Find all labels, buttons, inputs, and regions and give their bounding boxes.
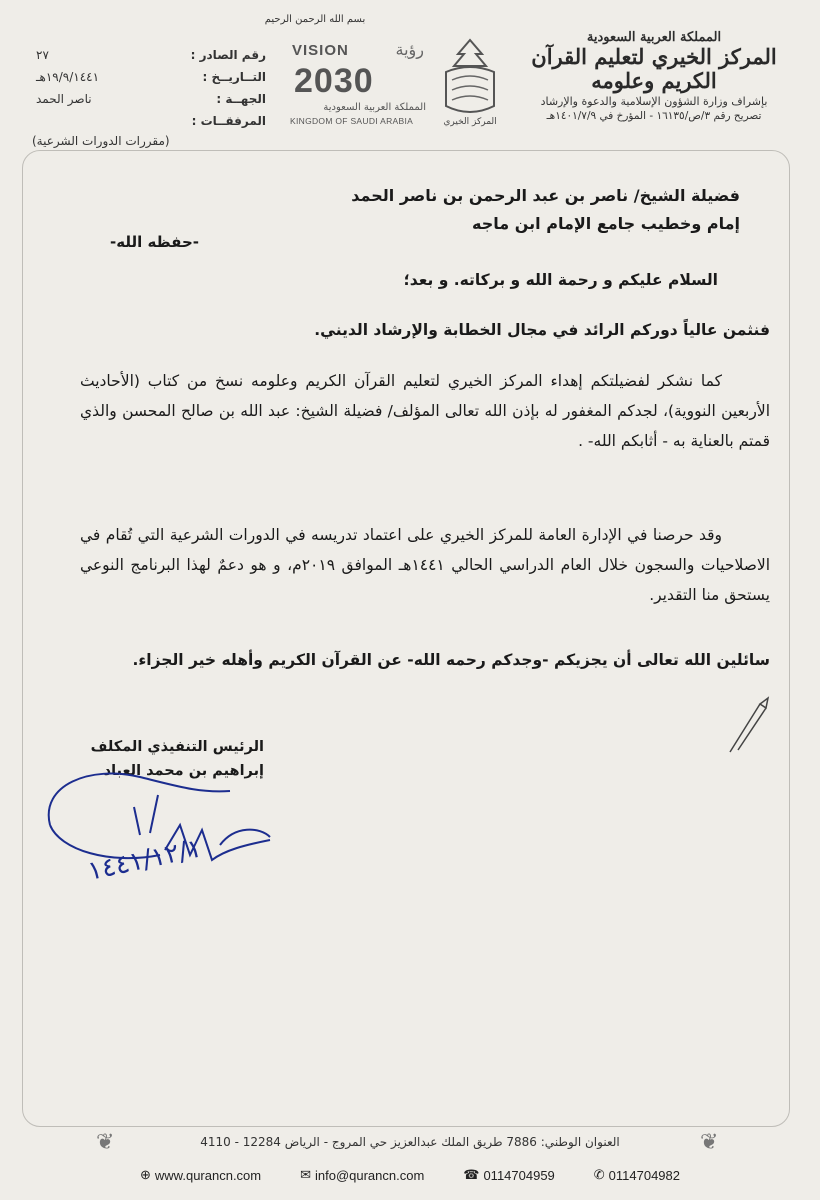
addressee-line2: إمام وخطيب جامع الإمام ابن ماجه	[472, 214, 740, 233]
paragraph-adoption: وقد حرصنا في الإدارة العامة للمركز الخيري على اعتماد تدريسه في الدورات الشرعية التي تُقام في الاصلاحيات والسجون خلال العام الدراسي الحالي ١٤٤١هـ الموافق ٢٠١٩م، و هو دعمٌ لهذا البرنامج النوعي يستحق منا التقدير.	[80, 526, 770, 604]
vision-kingdom-en: KINGDOM OF SAUDI ARABIA	[290, 116, 414, 126]
email-contact[interactable]	[300, 1167, 424, 1183]
ref-date-value: ١٩/٩/١٤٤١هـ	[36, 70, 100, 84]
pen-mark	[720, 690, 780, 760]
ref-number-row	[36, 44, 266, 66]
vision-ar: رؤية	[395, 40, 424, 59]
letter-frame	[22, 150, 790, 1127]
basmala: بسم الله الرحمن الرحيم	[264, 14, 366, 25]
fax-contact[interactable]	[594, 1167, 680, 1183]
ref-attachments-row	[36, 110, 266, 132]
globe-icon: ⊕	[140, 1167, 151, 1182]
ref-party-row	[36, 88, 266, 110]
paragraph-appreciation: فنثمن عالياً دوركم الرائد في مجال الخطابة والإرشاد الديني.	[314, 321, 770, 339]
attachments-value: (مقررات الدورات الشرعية)	[32, 134, 170, 148]
ref-attachments-label: المرفقــات :	[191, 114, 266, 128]
ref-party-value: ناصر الحمد	[36, 92, 92, 106]
footer-ornament-right: ❦	[700, 1130, 719, 1155]
vision-kingdom-ar: المملكة العربية السعودية	[323, 102, 426, 113]
sender-title: الرئيس التنفيذي المكلف	[90, 739, 264, 755]
vision-2030-logo	[290, 40, 428, 130]
addressee-line1: فضيلة الشيخ/ ناصر بن عبد الرحمن بن ناصر الحمد	[351, 186, 740, 205]
fax-icon: ✆	[593, 1167, 605, 1182]
addressee-block	[40, 182, 740, 238]
ref-party-label: الجهــة :	[216, 92, 266, 106]
phone1-text: 0114704959	[483, 1167, 555, 1183]
ref-date-row	[36, 66, 266, 88]
issuer-license: تصريح رقم ٣/ص/١٦١٣٥ - المؤرخ في ١٤٠١/٧/٩هـ	[546, 110, 762, 123]
phone-icon: ☎	[463, 1167, 480, 1182]
svg-text:المركز الخيري: المركز الخيري	[443, 117, 497, 127]
issuer-supervision: بإشراف وزارة الشؤون الإسلامية والدعوة والإرشاد	[540, 95, 768, 109]
phone-contact[interactable]	[463, 1167, 555, 1183]
website-text: www.qurancn.com	[154, 1167, 262, 1183]
issuer-name: المركز الخيري لتعليم القرآن الكريم وعلومه	[531, 44, 777, 94]
greeting: السلام عليكم و رحمة الله و بركاته. و بعد؛	[403, 271, 718, 289]
vision-en: VISION	[292, 42, 349, 59]
ref-date-label: التــاريــخ :	[202, 70, 266, 84]
center-logo	[436, 36, 504, 128]
at-icon: ✉	[300, 1167, 311, 1182]
email-text: info@qurancn.com	[314, 1167, 425, 1183]
vision-year: 2030	[294, 62, 374, 100]
footer-contacts	[140, 1167, 680, 1183]
reference-block	[36, 44, 266, 132]
svg-text:١٤٤١/١٢/١: ١٤٤١/١٢/١	[85, 833, 205, 887]
handwritten-signature	[30, 755, 290, 930]
ref-number-value: ٢٧	[36, 48, 49, 62]
ref-number-label: رقم الصادر :	[190, 48, 266, 62]
issuer-country: المملكة العربية السعودية	[586, 30, 722, 45]
footer-address: العنوان الوطني: 7886 طريق الملك عبدالعزيز حي المروج - الرياض 12284 - 4110	[200, 1135, 620, 1149]
sender-name: إبراهيم بن محمد العباد	[103, 763, 264, 779]
paragraph-closing: سائلين الله تعالى أن يجزيكم -وجدكم رحمه الله- عن القرآن الكريم وأهله خير الجزاء.	[132, 651, 770, 669]
phone2-text: 0114704982	[608, 1167, 680, 1183]
issuer-block	[504, 30, 804, 122]
website-contact[interactable]	[140, 1167, 261, 1183]
footer-ornament-left: ❦	[96, 1130, 115, 1155]
honorific: -حفظه الله-	[110, 233, 199, 251]
paragraph-thanks: كما نشكر لفضيلتكم إهداء المركز الخيري لتعليم القرآن الكريم وعلومه نسخ من كتاب (الأحاديث الأربعين النووية)، لجدكم المغفور له بإذن الله تعالى المؤلف/ فضيلة الشيخ: عبد الله بن صالح المحسن والذي قمتم بالعناية به - أثابكم الله- .	[80, 372, 770, 450]
